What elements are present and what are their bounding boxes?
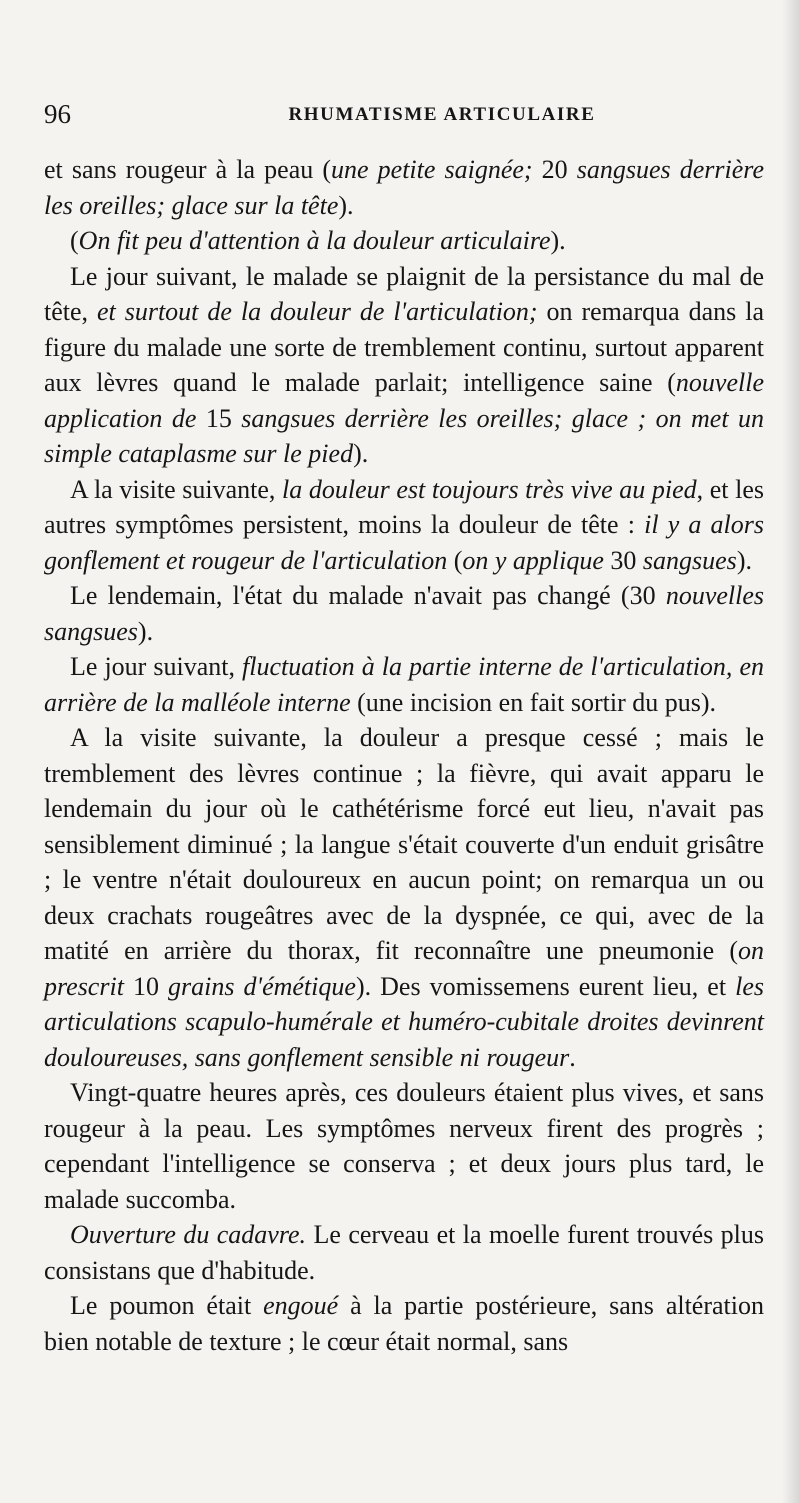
text-run: Le poumon était	[70, 1291, 264, 1320]
italic-text-run: fluctuation à la partie interne de l'articulation, en arrière de la malléole interne	[44, 652, 764, 717]
text-run: ).	[338, 190, 354, 220]
italic-text-run: la douleur est toujours très vive au pied	[282, 474, 697, 504]
text-run: 20	[541, 155, 577, 184]
italic-text-run: engoué	[263, 1291, 339, 1320]
italic-text-run: nouvelle application de	[44, 368, 764, 433]
text-run: ).	[736, 545, 752, 575]
body-text	[44, 152, 764, 1359]
text-run: ).	[137, 616, 154, 646]
paragraph	[44, 1217, 764, 1288]
text-run: Le lendemain, l'état du malade n'avait pas changé (30	[70, 581, 666, 610]
italic-text-run: et surtout de la douleur de l'articulation;	[96, 297, 547, 326]
paragraph	[44, 259, 764, 472]
paragraph	[44, 472, 764, 579]
text-run: on remarqua dans la figure du malade une sorte de tremblement continu, surtout apparent aux lèvres quand le malade parlait; intelligence saine (	[44, 297, 764, 397]
text-run: (	[447, 545, 463, 575]
text-run: ).	[353, 439, 369, 468]
italic-text-run: sangsues derrière les oreilles; glace ; on met un simple cataplasme sur le pied	[44, 403, 764, 468]
italic-text-run: on prescrit	[44, 936, 764, 1001]
paragraph	[44, 1075, 764, 1217]
text-run: Le jour suivant, le malade se plaignit de la persistance du mal de tête,	[44, 261, 764, 326]
text-run: (	[70, 226, 79, 255]
text-run: Vingt-quatre heures après, ces douleurs étaient plus vives, et sans rougeur à la peau. Les symptômes nerveux firent des progrès ; cependant l'intelligence se conserva ; et deux jours plus tard, le malade succomba.	[44, 1078, 764, 1214]
text-run: Le cerveau et la moelle furent trouvés plus consistans que d'habitude.	[44, 1220, 765, 1285]
paragraph	[44, 152, 764, 223]
text-run: et sans rougeur à la peau (	[44, 155, 332, 184]
paragraph	[44, 578, 764, 649]
text-run: , et les autres symptômes persistent, moins la douleur de tête :	[44, 474, 764, 539]
page-edge-shadow	[782, 0, 800, 1503]
italic-text-run: on y applique	[462, 545, 611, 575]
italic-text-run: nouvelles sangsues	[44, 581, 764, 646]
text-run: A la visite suivante,	[70, 474, 283, 504]
italic-text-run: sangsues derrière les oreilles; glace sur la tête	[44, 155, 764, 220]
text-run: ). Des vomissemens eurent lieu, et	[355, 971, 736, 1001]
italic-text-run: les articulations scapulo-humérale et huméro-cubitale droites devinrent douloureuses, sans gonflement sensible ni rougeur	[44, 971, 764, 1072]
italic-text-run: sangsues	[642, 545, 737, 575]
text-run: 30	[610, 545, 643, 575]
page-header	[44, 96, 760, 132]
page-number: 96	[44, 99, 71, 129]
paragraph	[44, 223, 764, 259]
text-run: (une incision en fait sortir du pus).	[350, 687, 717, 717]
text-run: A la visite suivante, la douleur a presque cessé ; mais le tremblement des lèvres continue ; la fièvre, qui avait apparu le lendemain du jour où le cathétérisme forcé eut lieu, n'avait pas sensiblement diminué ; la langue s'était couverte d'un enduit grisâtre ; le ventre n'était douloureux en aucun point; on remarqua un ou deux crachats rougeâtres avec de la dyspnée, ce qui, avec de la matité en arrière du thorax, fit reconnaître une pneumonie (	[44, 723, 764, 965]
italic-text-run: une petite saignée;	[331, 155, 542, 184]
text-run: 10	[132, 971, 169, 1001]
running-title: RHUMATISME ARTICULAIRE	[288, 104, 596, 125]
italic-text-run: Ouverture du cadavre.	[70, 1220, 307, 1249]
text-run: .	[569, 1042, 576, 1072]
paragraph	[44, 649, 764, 720]
italic-text-run: il y a alors gonflement et rougeur de l'articulation	[44, 510, 764, 575]
text-run: Le jour suivant,	[70, 652, 242, 681]
paragraph	[44, 720, 764, 1075]
paragraph	[44, 1288, 764, 1359]
italic-text-run: grains d'émétique	[168, 971, 356, 1001]
text-run: 15	[205, 403, 242, 433]
text-run: à la partie postérieure, sans altération bien notable de texture ; le cœur était normal, sans	[44, 1291, 764, 1356]
italic-text-run: On fit peu d'attention à la douleur articulaire	[78, 226, 551, 255]
text-run: ).	[550, 226, 566, 255]
